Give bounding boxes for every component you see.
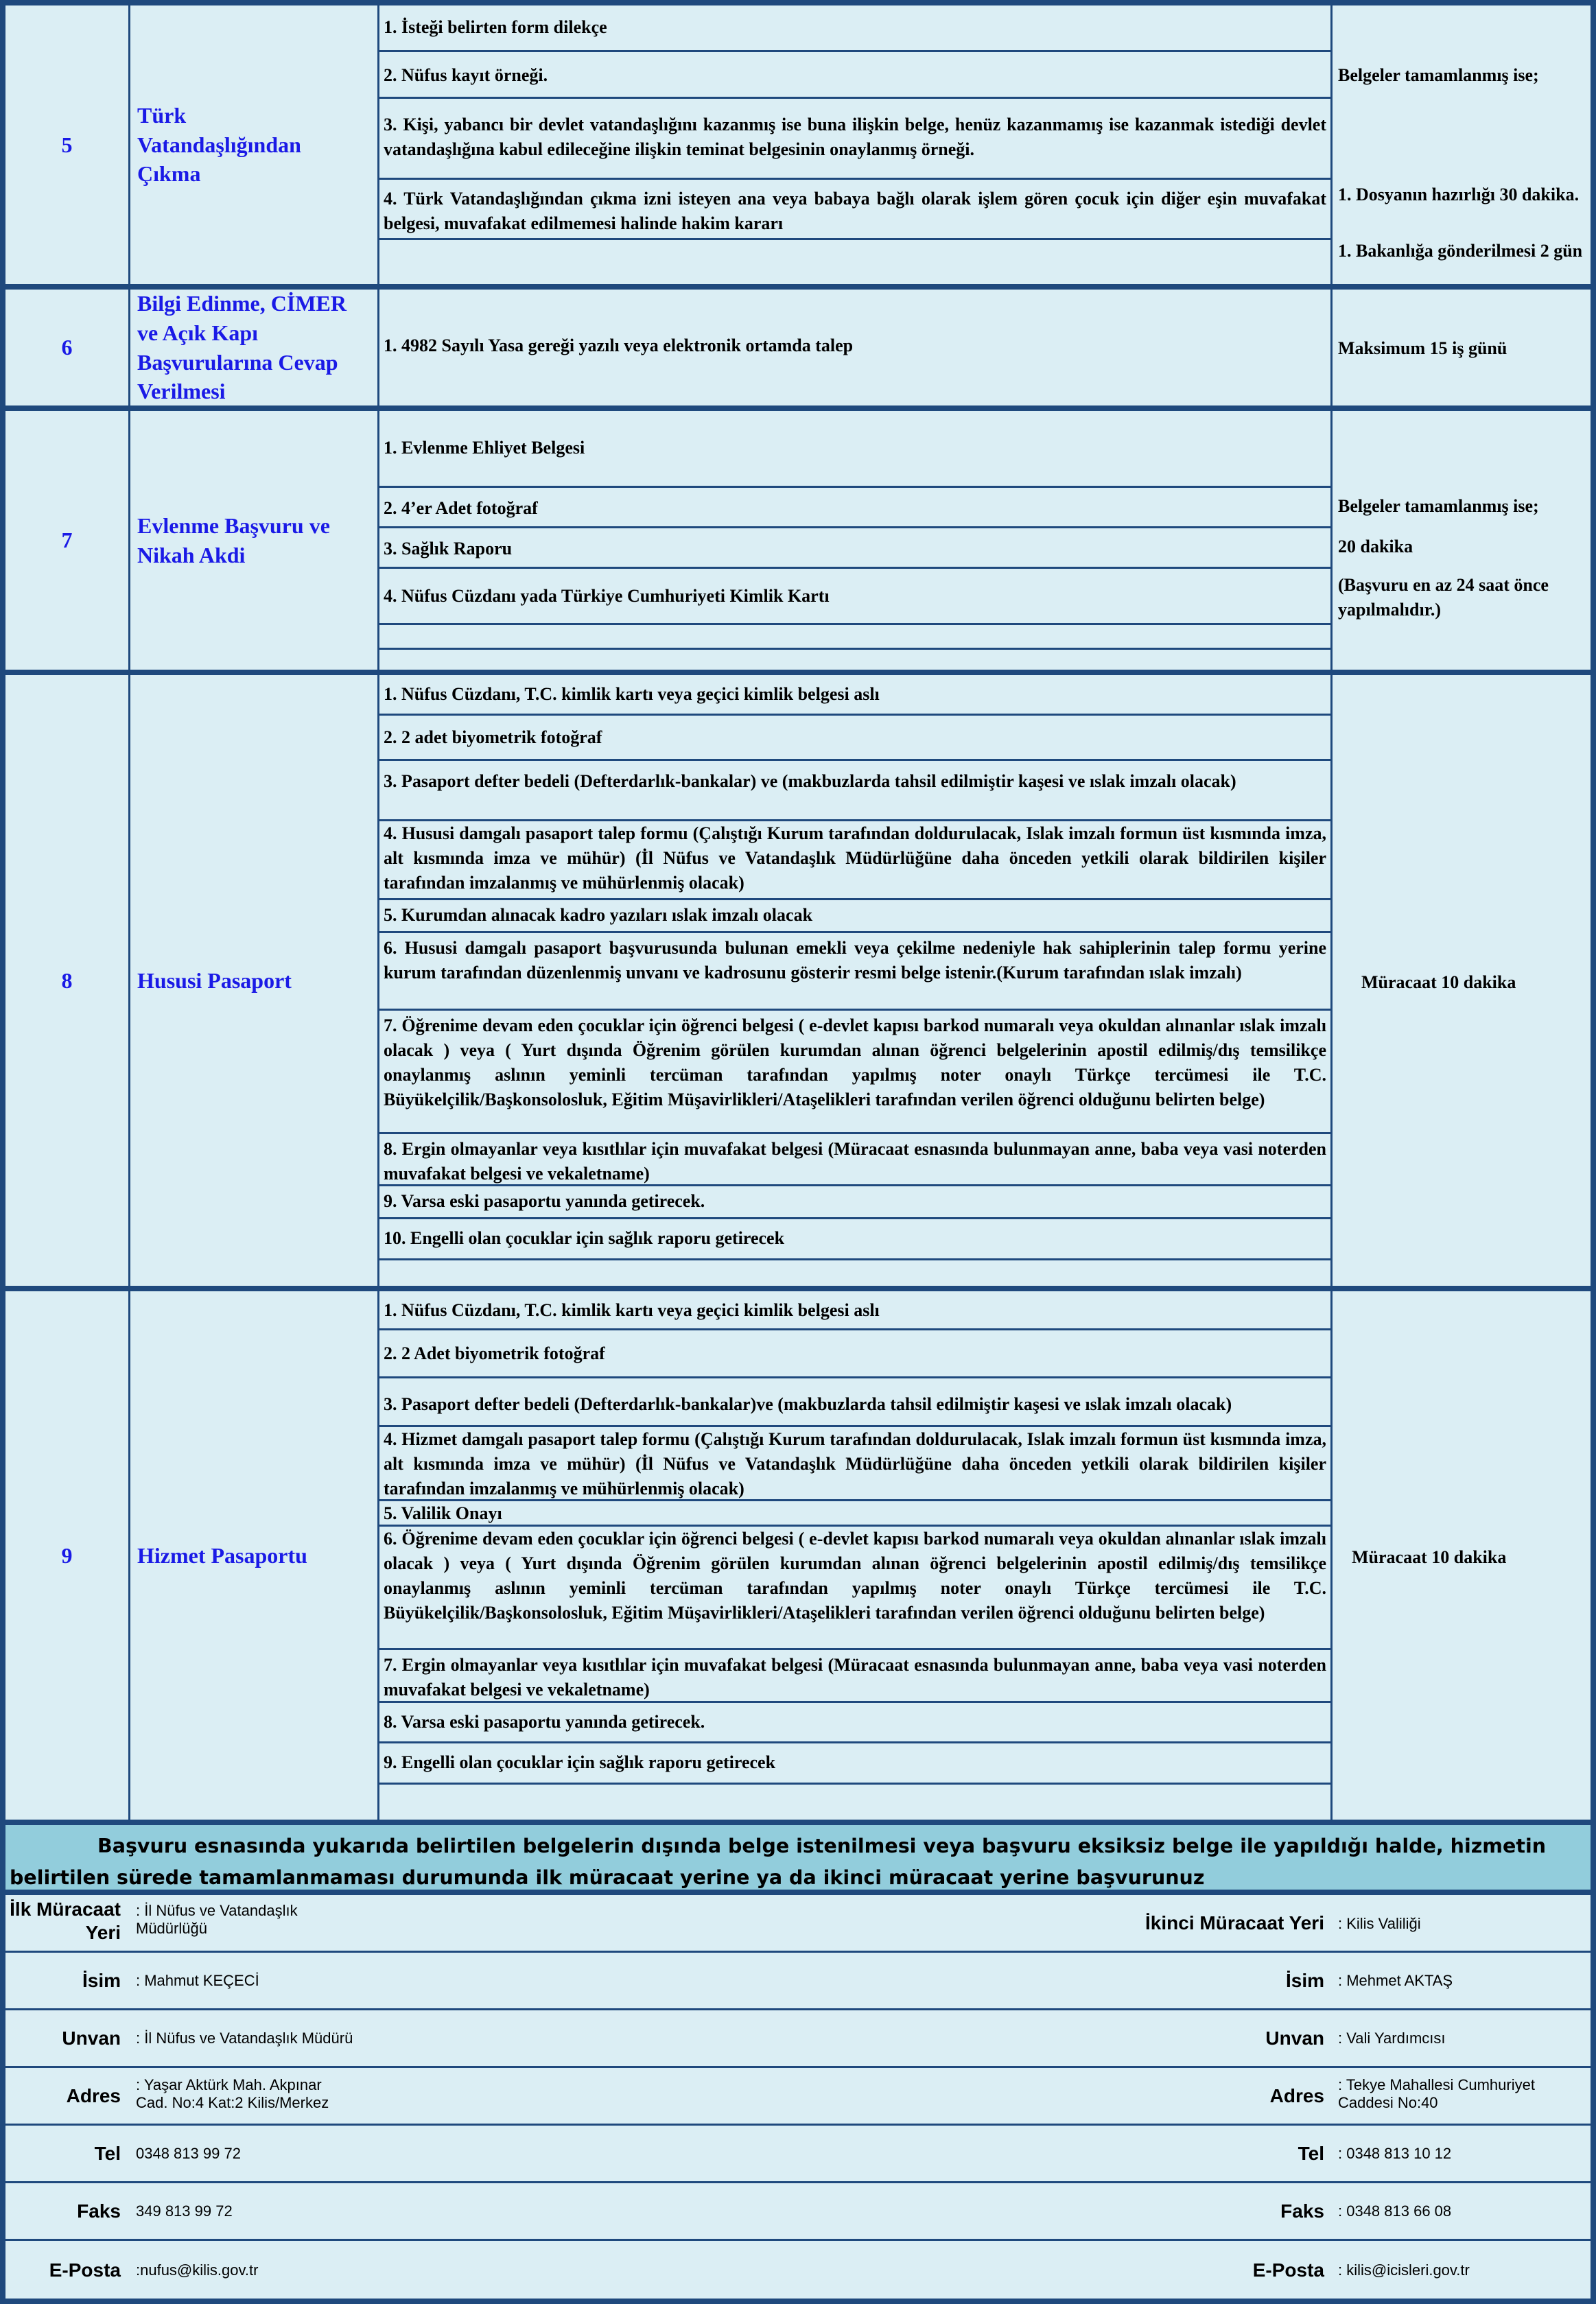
- service-name: Bilgi Edinme, CİMER ve Açık Kapı Başvurularına Cevap Verilmesi: [137, 290, 347, 404]
- contact-value: : Mehmet AKTAŞ: [1338, 1972, 1453, 1989]
- contact-value: : İl Nüfus ve Vatandaşlık Müdürü: [136, 2030, 353, 2047]
- document-item: 1. İsteği belirten form dilekçe: [379, 5, 1330, 52]
- service-name: Hizmet Pasaportu: [137, 1542, 307, 1568]
- service-name: Türk Vatandaşlığından Çıkma: [137, 102, 301, 187]
- contact-info: [0, 1895, 1596, 2304]
- document-item: 3. Pasaport defter bedeli (Defterdarlık-bankalar) ve (makbuzlarda tahsil edilmiştir kaşesi ve ıslak imzalı olacak): [379, 761, 1330, 821]
- document-item: 2. 4’er Adet fotoğraf: [379, 488, 1330, 528]
- service-name: Hususi Pasaport: [137, 967, 292, 993]
- document-item: 7. Ergin olmayanlar veya kısıtlılar için muvafakat belgesi (Müracaat esnasında bulunmayan anne, baba veya vasi noterden muvafakat belgesi ve vekaletname): [379, 1650, 1330, 1703]
- document-item: [379, 1260, 1330, 1286]
- contact-row: [5, 2010, 1591, 2068]
- complaint-notice: [0, 1820, 1596, 1895]
- contact-label: İsim: [1285, 1970, 1324, 1991]
- time-text: Maksimum 15 iş günü: [1338, 338, 1507, 358]
- contact-label: E-Posta: [1252, 2259, 1324, 2281]
- document-item: [379, 650, 1330, 670]
- service-row-8: [0, 670, 1596, 1291]
- completion-time: [1333, 290, 1591, 405]
- service-row-6: [0, 284, 1596, 411]
- contact-label: Unvan: [1265, 2027, 1324, 2049]
- document-item: 3. Kişi, yabancı bir devlet vatandaşlığını kazanmış ise buna ilişkin belge, henüz kazanmamış ise kazanmak istediği devlet vatandaşlığına kabul edileceğine ilişkin teminat belgesinin onaylanmış örneği.: [379, 99, 1330, 180]
- contact-value: 349 813 99 72: [136, 2202, 233, 2220]
- required-documents: [379, 411, 1333, 670]
- time-text: Müracaat 10 dakika: [1361, 972, 1516, 992]
- contact-label: Faks: [77, 2200, 121, 2222]
- document-item: 6. Öğrenime devam eden çocuklar için öğrenci belgesi ( e-devlet kapısı barkod numaralı veya okuldan alınanlar ıslak imzalı olacak ) veya ( Yurt dışında Öğrenim görülen kurumdan alınan öğrenci belgelerinin apostil edilmiş/dış temsilikçe onaylanmış aslının yeminli tercüman tarafından yapılmış noter onaylı Türkçe tercümesi ile T.C. Büyükelçilik/Başkonsolosluk, Eğitim Müşavirlikleri/Ataşelikleri tarafından verilen öğrenci olduğunu belirten belge): [379, 1527, 1330, 1650]
- document-item: 8. Ergin olmayanlar veya kısıtlılar için muvafakat belgesi (Müracaat esnasında bulunmayan anne, baba veya vasi noterden muvafakat belgesi ve vekaletname): [379, 1134, 1330, 1186]
- document-item: 8. Varsa eski pasaportu yanında getirecek.: [379, 1703, 1330, 1743]
- notice-line: Başvuru esnasında yukarıda belirtilen belgelerin dışında belge istenilmesi veya başvuru eksiksiz belge ile yapıldığı halde, hizmetin: [97, 1835, 1547, 1857]
- service-number: 5: [61, 132, 73, 157]
- document-item: 1. 4982 Sayılı Yasa gereği yazılı veya elektronik ortamda talep: [384, 336, 854, 355]
- document-item: 1. Nüfus Cüzdanı, T.C. kimlik kartı veya geçici kimlik belgesi aslı: [379, 675, 1330, 716]
- contact-value: : Tekye Mahallesi Cumhuriyet Caddesi No:40: [1338, 2076, 1535, 2111]
- contact-row: [5, 1895, 1591, 1953]
- document-item: 6. Hususi damgalı pasaport başvurusunda bulunan emekli veya çekilme nedeniyle hak sahiplerinin talep formu yerine kurum tarafından düzenlenmiş unvanı ve kadrosunu gösterir resmi belge istenir.(Kurum tarafından ıslak imzalı): [379, 933, 1330, 1011]
- time-text: Müracaat 10 dakika: [1352, 1547, 1507, 1567]
- contact-label: E-Posta: [49, 2259, 121, 2281]
- contact-row: [5, 2068, 1591, 2126]
- contact-label: İlk Müracaat Yeri: [10, 1899, 121, 1943]
- time-text: 1. Dosyanın hazırlığı 30 dakika.: [1338, 185, 1580, 204]
- document-item: 5. Kurumdan alınacak kadro yazıları ıslak imzalı olacak: [379, 900, 1330, 933]
- document-item: 9. Engelli olan çocuklar için sağlık raporu getirecek: [379, 1743, 1330, 1785]
- notice-line: belirtilen sürede tamamlanmaması durumunda ilk müracaat yerine ya da ikinci müracaat yerine başvurunuz: [10, 1866, 1205, 1889]
- document-item: 7. Öğrenime devam eden çocuklar için öğrenci belgesi ( e-devlet kapısı barkod numaralı veya okuldan alınanlar ıslak imzalı olacak ) veya ( Yurt dışında Öğrenim görülen kurumdan alınan öğrenci belgelerinin apostil edilmiş/dış temsilikçe onaylanmış aslının yeminli tercüman tarafından yapılmış noter onaylı Türkçe tercümesi ile T.C. Büyükelçilik/Başkonsolosluk, Eğitim Müşavirlikleri/Ataşelikleri tarafından verilen öğrenci olduğunu belirten belge): [379, 1011, 1330, 1134]
- contact-value: : Kilis Valiliği: [1338, 1915, 1421, 1932]
- document-item: 10. Engelli olan çocuklar için sağlık raporu getirecek: [379, 1219, 1330, 1260]
- contact-value: : 0348 813 66 08: [1338, 2202, 1452, 2220]
- contact-label: İsim: [82, 1970, 121, 1991]
- service-number: 9: [61, 1542, 73, 1568]
- time-text: (Başvuru en az 24 saat önce yapılmalıdır.): [1338, 575, 1549, 620]
- time-text: 20 dakika: [1338, 537, 1413, 556]
- document-item: 4. Nüfus Cüzdanı yada Türkiye Cumhuriyeti Kimlik Kartı: [379, 569, 1330, 625]
- contact-label: İkinci Müracaat Yeri: [1145, 1912, 1324, 1933]
- document-item: 2. Nüfus kayıt örneği.: [379, 52, 1330, 99]
- required-documents: [379, 290, 1333, 405]
- contact-value: 0348 813 99 72: [136, 2145, 241, 2162]
- required-documents: [379, 1291, 1333, 1820]
- time-text: 1. Bakanlığa gönderilmesi 2 gün: [1338, 241, 1583, 261]
- contact-value: : Vali Yardımcısı: [1338, 2030, 1446, 2047]
- document-item: 5. Valilik Onayı: [379, 1501, 1330, 1527]
- service-row-9: [0, 1286, 1596, 1825]
- service-number: 7: [61, 528, 73, 552]
- document-item: 3. Pasaport defter bedeli (Defterdarlık-bankalar)ve (makbuzlarda tahsil edilmiştir kaşesi ve ıslak imzalı olacak): [379, 1378, 1330, 1427]
- contact-value: : İl Nüfus ve Vatandaşlık Müdürlüğü: [136, 1902, 298, 1937]
- completion-time: [1333, 5, 1591, 284]
- completion-time: [1333, 675, 1591, 1286]
- contact-label: Tel: [94, 2143, 121, 2164]
- service-number: 8: [61, 967, 73, 993]
- contact-value: : kilis@icisleri.gov.tr: [1338, 2261, 1470, 2279]
- contact-label: Adres: [1269, 2085, 1324, 2106]
- document-item: 1. Evlenme Ehliyet Belgesi: [379, 411, 1330, 488]
- contact-label: Faks: [1280, 2200, 1324, 2222]
- completion-time: [1333, 1291, 1591, 1820]
- contact-label: Unvan: [62, 2027, 121, 2049]
- document-item: 9. Varsa eski pasaportu yanında getirecek.: [379, 1186, 1330, 1219]
- document-item: 4. Hizmet damgalı pasaport talep formu (Çalıştığı Kurum tarafından doldurulacak, Islak imzalı formun üst kısmında imza, alt kısmında imza ve mühür) (İl Nüfus ve Vatandaşlık Müdürlüğüne daha önceden yetkili olarak bildirilen kişiler tarafından imzalanmış ve mühürlenmiş olacak): [379, 1427, 1330, 1501]
- document-item: [379, 1785, 1330, 1820]
- service-name: Evlenme Başvuru ve Nikah Akdi: [137, 513, 330, 567]
- contact-value: : Yaşar Aktürk Mah. Akpınar Cad. No:4 Kat:2 Kilis/Merkez: [136, 2076, 329, 2111]
- contact-value: : 0348 813 10 12: [1338, 2145, 1452, 2162]
- service-row-7: [0, 405, 1596, 675]
- document-item: 2. 2 adet biyometrik fotoğraf: [379, 716, 1330, 761]
- service-number: 6: [61, 335, 73, 360]
- completion-time: [1333, 411, 1591, 670]
- contact-row: [5, 1953, 1591, 2010]
- contact-value: : Mahmut KEÇECİ: [136, 1972, 259, 1989]
- contact-label: Tel: [1298, 2143, 1324, 2164]
- contact-label: Adres: [66, 2085, 121, 2106]
- document-item: 2. 2 Adet biyometrik fotoğraf: [379, 1330, 1330, 1378]
- time-text: Belgeler tamamlanmış ise;: [1338, 496, 1539, 516]
- document-item: 4. Hususi damgalı pasaport talep formu (Çalıştığı Kurum tarafından doldurulacak, Islak imzalı formun üst kısmında imza, alt kısmında imza ve mühür) (İl Nüfus ve Vatandaşlık Müdürlüğüne daha önceden yetkili olarak bildirilen kişiler tarafından imzalanmış ve mühürlenmiş olacak): [379, 821, 1330, 900]
- contact-row: [5, 2183, 1591, 2241]
- contact-row: [5, 2126, 1591, 2183]
- required-documents: [379, 5, 1333, 284]
- required-documents: [379, 675, 1333, 1286]
- document-item: [379, 240, 1330, 284]
- contact-row: [5, 2241, 1591, 2299]
- document-item: 4. Türk Vatandaşlığından çıkma izni isteyen ana veya babaya bağlı olarak işlem gören çocuk için diğer eşin muvafakat belgesi, muvafakat edilmemesi halinde hakim kararı: [379, 180, 1330, 240]
- document-item: 1. Nüfus Cüzdanı, T.C. kimlik kartı veya geçici kimlik belgesi aslı: [379, 1291, 1330, 1330]
- document-item: 3. Sağlık Raporu: [379, 528, 1330, 569]
- contact-value: :nufus@kilis.gov.tr: [136, 2261, 259, 2279]
- service-row-5: [0, 0, 1596, 290]
- time-text: Belgeler tamamlanmış ise;: [1338, 65, 1539, 85]
- document-item: [379, 625, 1330, 650]
